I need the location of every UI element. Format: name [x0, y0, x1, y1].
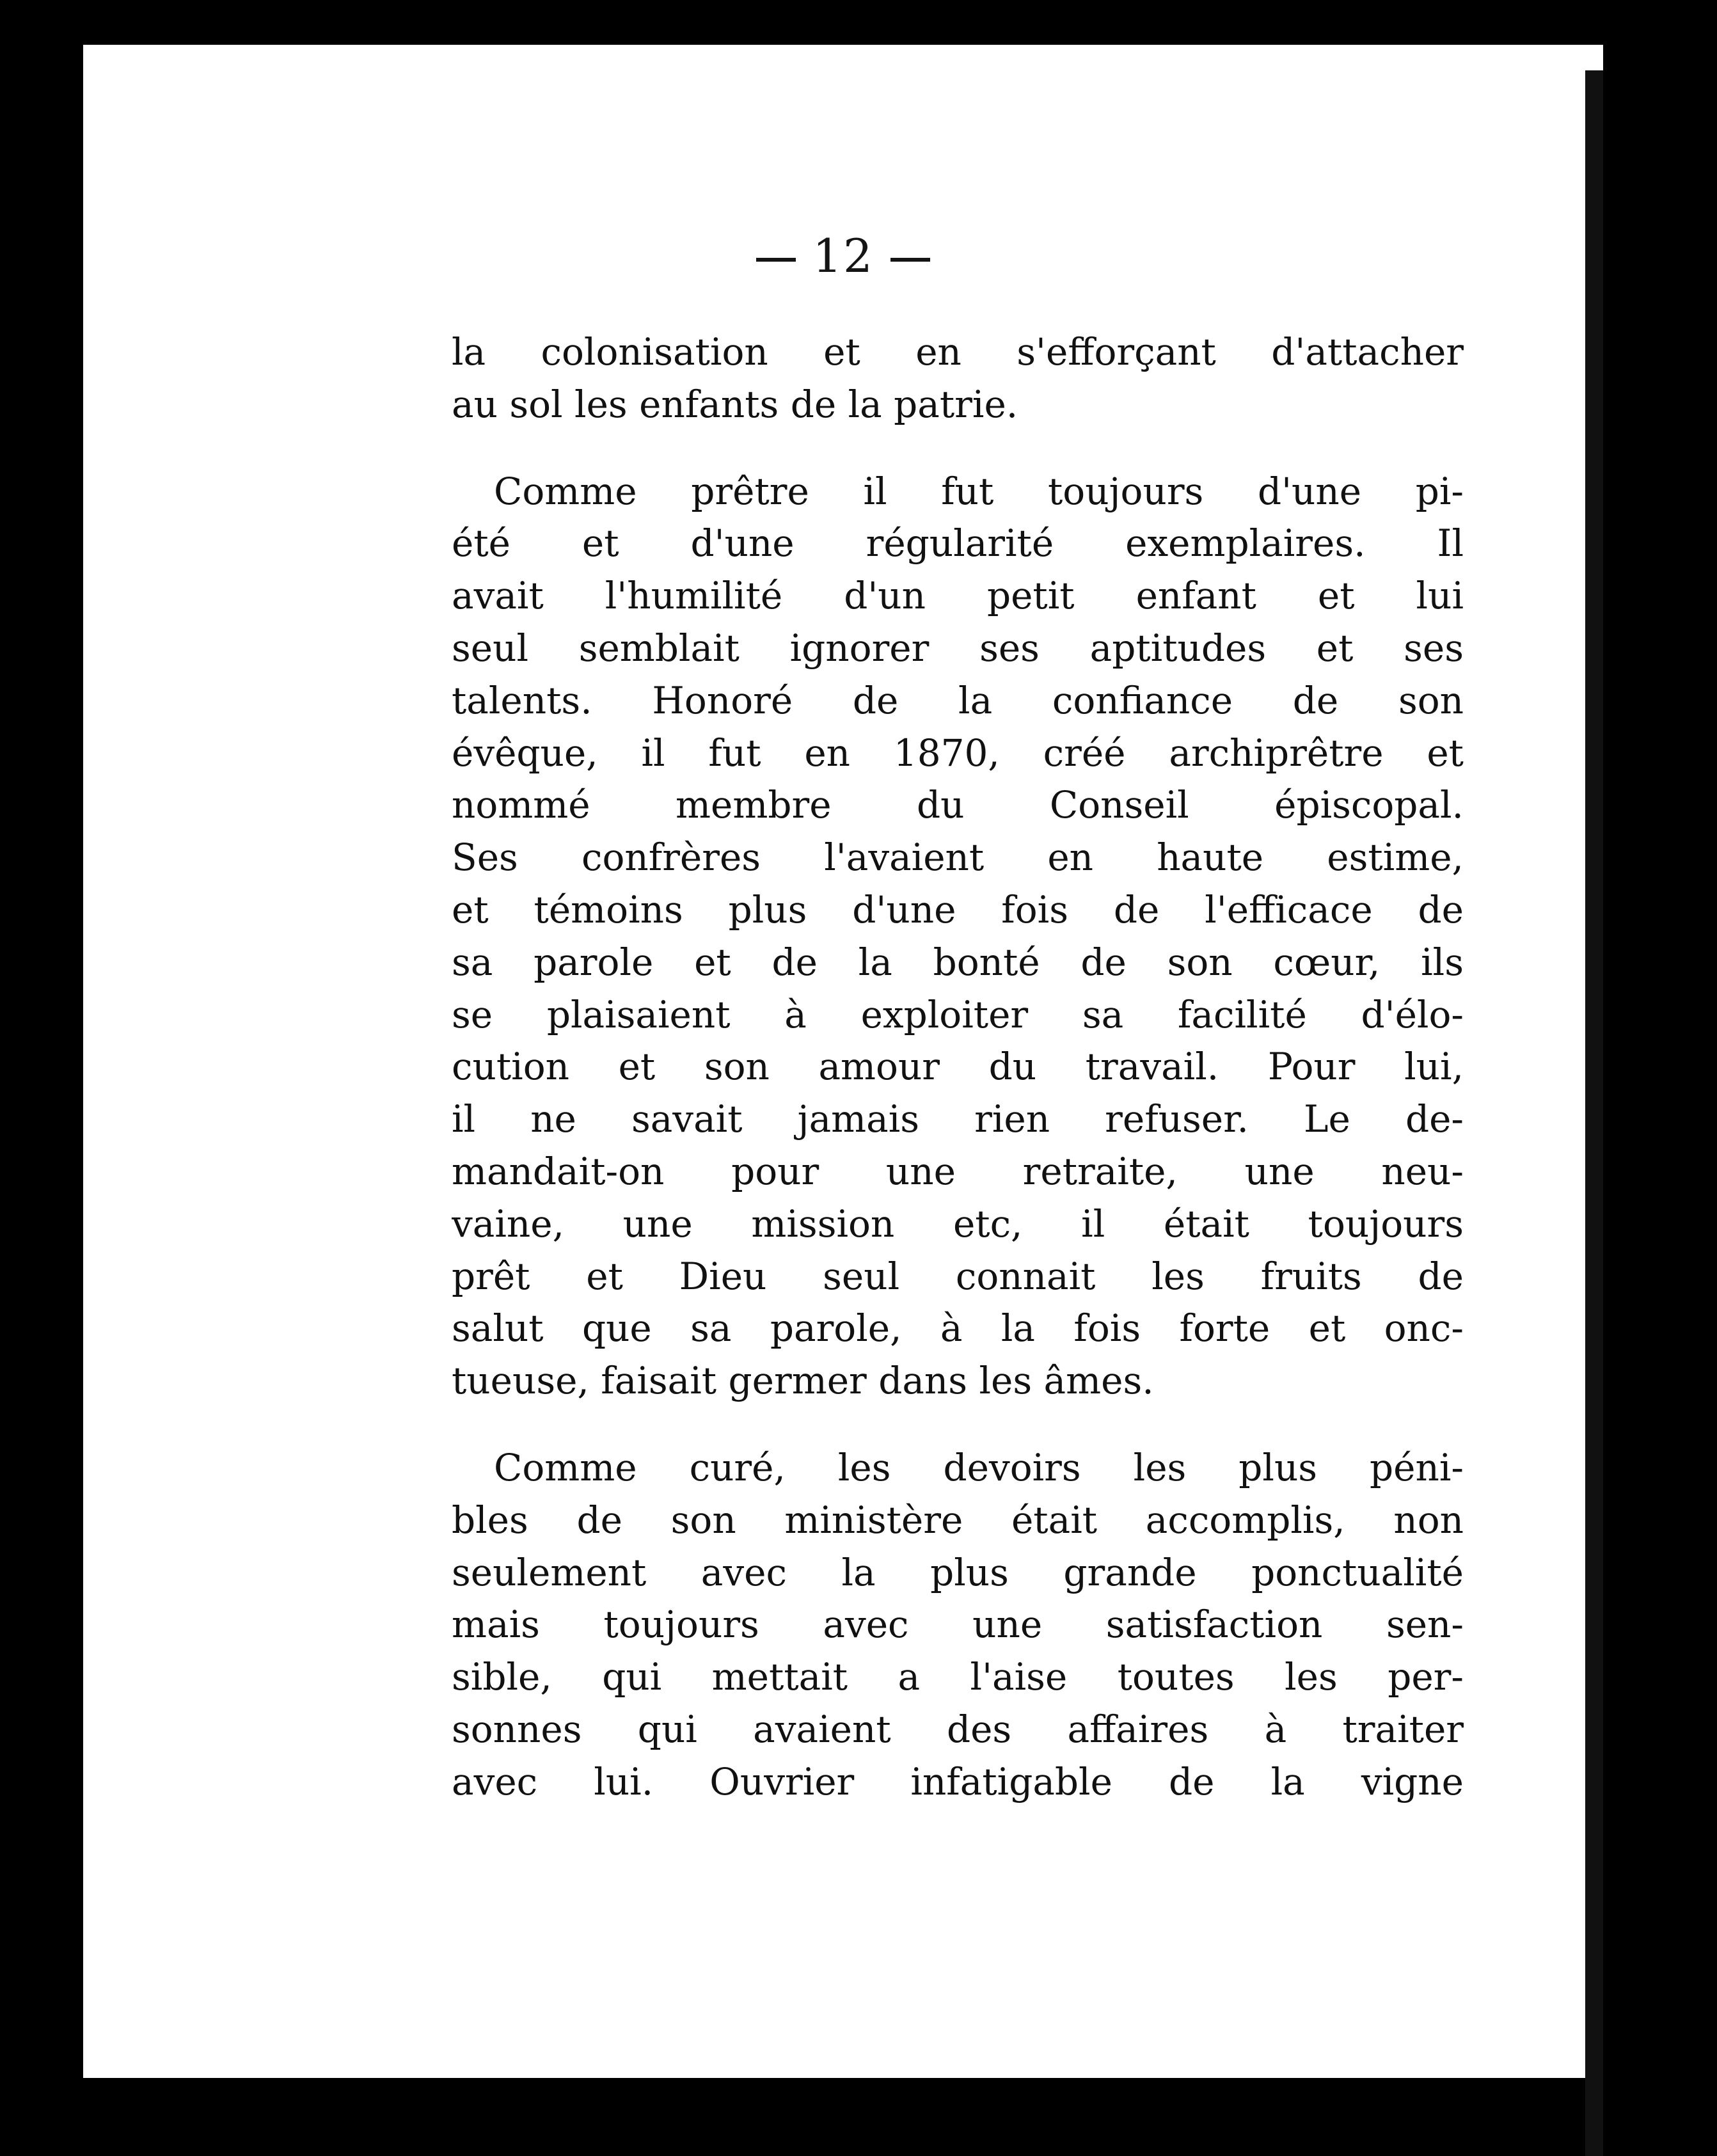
paragraph-2: [452, 466, 1464, 1407]
text-line: sonnes qui avaient des affaires à traiter: [452, 1707, 1464, 1751]
text-line: Comme curé, les devoirs les plus péni-: [494, 1445, 1464, 1489]
text-line: vaine, une mission etc, il était toujours: [452, 1201, 1464, 1246]
text-line: seul semblait ignorer ses aptitudes et ses: [452, 626, 1464, 670]
page-number-text: 12: [812, 229, 874, 283]
text-line: il ne savait jamais rien refuser. Le de-: [452, 1097, 1464, 1141]
text-line: talents. Honoré de la confiance de son: [452, 678, 1464, 722]
text-line: et témoins plus d'une fois de l'efficace de: [452, 887, 1464, 931]
text-line: seulement avec la plus grande ponctualité: [452, 1550, 1464, 1594]
page-number: [83, 229, 1603, 283]
text-line: salut que sa parole, à la fois forte et onc-: [452, 1306, 1464, 1351]
text-line: se plaisaient à exploiter sa facilité d'élo-: [452, 992, 1464, 1036]
text-line: la colonisation et en s'efforçant d'attacher: [452, 330, 1464, 374]
text-line: évêque, il fut en 1870, créé archiprêtre et: [452, 731, 1464, 775]
text-line: Ses confrères l'avaient en haute estime,: [452, 836, 1464, 880]
paragraph-1: [452, 326, 1464, 431]
page-edge-shadow: [1585, 70, 1603, 2156]
text-line: avait l'humilité d'un petit enfant et lui: [452, 574, 1464, 618]
text-line: été et d'une régularité exemplaires. Il: [452, 521, 1464, 566]
text-line: nommé membre du Conseil épiscopal.: [452, 783, 1464, 827]
document-page: [83, 45, 1603, 2078]
text-line: bles de son ministère était accomplis, non: [452, 1498, 1464, 1542]
text-line: cution et son amour du travail. Pour lui,: [452, 1045, 1464, 1089]
page-number-dash-right: [890, 258, 930, 262]
text-line: au sol les enfants de la patrie.: [452, 382, 1018, 426]
text-line: sa parole et de la bonté de son cœur, ils: [452, 940, 1464, 984]
text-line: mandait-on pour une retraite, une neu-: [452, 1149, 1464, 1193]
text-line: sible, qui mettait a l'aise toutes les per-: [452, 1655, 1464, 1699]
text-line: tueuse, faisait germer dans les âmes.: [452, 1359, 1154, 1403]
page-number-dash-left: [756, 258, 796, 262]
text-line: avec lui. Ouvrier infatigable de la vigne: [452, 1759, 1464, 1803]
paragraph-3: [452, 1442, 1464, 1809]
text-line: Comme prêtre il fut toujours d'une pi-: [494, 469, 1464, 513]
text-line: mais toujours avec une satisfaction sen-: [452, 1603, 1464, 1647]
text-line: prêt et Dieu seul connait les fruits de: [452, 1254, 1464, 1298]
body-text: [452, 326, 1464, 1843]
